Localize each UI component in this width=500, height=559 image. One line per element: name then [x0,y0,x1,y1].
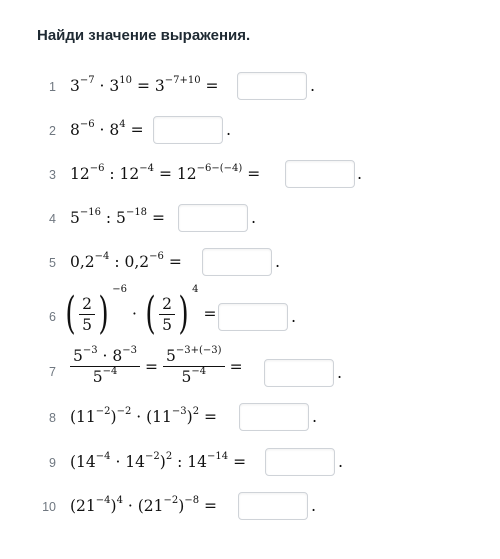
period: . [275,252,281,271]
period: . [310,76,316,95]
problem-expression: $\frac{5^{-3} \cdot 8^{-3}}{5^{-4}}$ = $\frac{5^{-3+(-3)}}{5^{-4}}$ = [70,346,248,387]
problem-number: 6 [49,310,56,324]
problem-number: 4 [49,212,56,226]
problem-row-7 [0,345,500,397]
page-title: Найди значение выражения. [37,27,251,44]
period: . [226,120,232,139]
problem-expression: $(14^{-4} \cdot 14^{-2})^2$ : $14^{-14}$ = [70,451,247,471]
problem-row-10 [0,492,500,532]
problem-expression: $(21^{-4})^4 \cdot (21^{-2})^{-8}$ = [70,495,218,515]
problem-expression: $5^{-16}$ : $5^{-18}$ = [70,207,165,227]
period: . [357,164,363,183]
answer-input-3[interactable] [285,160,355,188]
answer-input-5[interactable] [202,248,272,276]
problem-row-9 [0,448,500,488]
problem-expression: $(11^{-2})^{-2} \cdot (11^{-3})^2$ = [70,406,218,426]
period: . [251,208,257,227]
problem-number: 1 [49,80,56,94]
answer-input-2[interactable] [153,116,223,144]
period: . [291,307,297,326]
problem-row-4 [0,204,500,244]
problem-number: 10 [42,500,56,514]
problem-row-5 [0,248,500,288]
problem-expression: $12^{-6}$ : $12^{-4} = 12^{-6-(-4)}$ = [70,163,261,183]
problem-row-2 [0,116,500,156]
period: . [312,407,318,426]
problem-row-8 [0,403,500,443]
problem-number: 2 [49,124,56,138]
period: . [337,363,343,382]
problem-expression: $0,2^{-4}$ : $0,2^{-6}$ = [70,251,182,271]
problem-expression: ( $\frac{2}{5}$ ) $^{-6}$· ( $\frac{2}{5}$ ) $^4$= [65,284,217,339]
answer-input-8[interactable] [239,403,309,431]
problem-number: 5 [49,256,56,270]
answer-input-4[interactable] [178,204,248,232]
problem-expression: $3^{-7} \cdot 3^{10} = 3^{-7+10}$ = [70,75,219,95]
problem-number: 7 [49,365,56,379]
problem-row-1 [0,72,500,112]
answer-input-1[interactable] [237,72,307,100]
problem-number: 9 [49,456,56,470]
problem-number: 3 [49,168,56,182]
problem-row-6 [0,284,500,348]
answer-input-9[interactable] [265,448,335,476]
period: . [311,496,317,515]
problem-expression: $8^{-6} \cdot 8^4$ = [70,119,144,139]
answer-input-6[interactable] [218,303,288,331]
answer-input-10[interactable] [238,492,308,520]
answer-input-7[interactable] [264,359,334,387]
problem-number: 8 [49,411,56,425]
period: . [338,452,344,471]
problem-row-3 [0,160,500,200]
